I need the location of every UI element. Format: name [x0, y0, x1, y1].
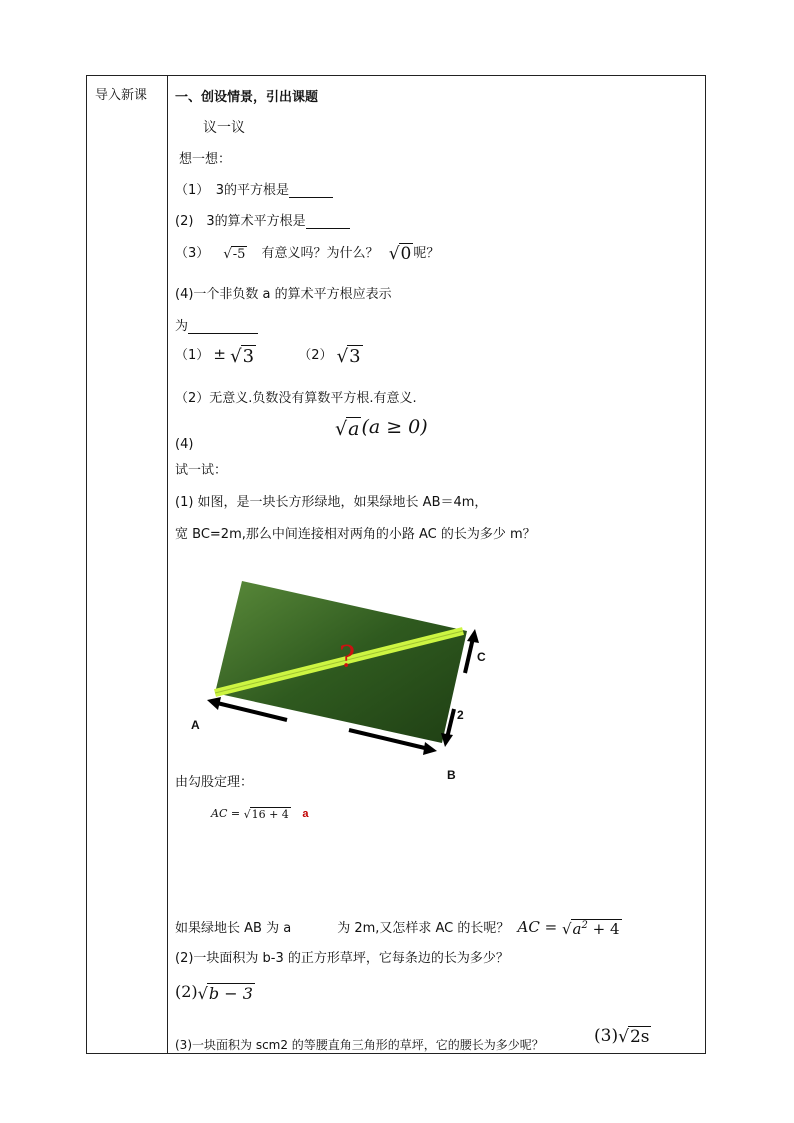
question-4-text: 为 — [175, 319, 189, 334]
answer-2b — [175, 982, 255, 1003]
sqrt-a2-plus-4: $√a^2 + 4$ — [561, 919, 620, 938]
arrow-down-head — [441, 733, 453, 747]
radicand: 16 + 4 — [251, 808, 289, 821]
answer-2-label: （2） — [298, 348, 333, 363]
radicand: 3 — [242, 345, 255, 367]
answer-2b-label: (2) — [175, 982, 198, 1001]
sqrt-0: √0 — [388, 244, 412, 264]
answer-1-label: （1） — [175, 348, 210, 363]
ac-lhs: AC = — [211, 807, 241, 820]
ac-suffix: a — [302, 808, 309, 820]
exponent: 2 — [581, 919, 588, 931]
answer-blank — [306, 228, 350, 229]
answer-blank — [188, 333, 258, 334]
sqrt-2s: √2s — [618, 1027, 650, 1047]
sqrt-20: √16 + 4 — [243, 808, 289, 821]
radicand-a: a — [572, 919, 582, 938]
condition: (a ≥ 0) — [361, 416, 428, 438]
radicand: a — [348, 417, 360, 440]
radicand-rest: + 4 — [592, 919, 620, 938]
radicand: 2s — [629, 1027, 650, 1047]
radicand: b − 3 — [208, 983, 253, 1003]
ac-formula — [211, 807, 308, 821]
point-a-label: A — [191, 718, 200, 732]
plus-minus: ± — [213, 345, 226, 363]
question-2-text: (2) 3的算术平方根是 — [175, 214, 306, 229]
question-3-end: 呢？ — [413, 246, 440, 261]
lesson-table — [86, 75, 706, 1054]
try-label: 试一试： — [175, 463, 228, 478]
sqrt-neg5: √-5 — [223, 246, 246, 262]
question-4-line-2 — [175, 315, 258, 334]
if-text-part-1: 如果绿地长 AB 为 a — [175, 921, 292, 936]
column-divider — [167, 76, 168, 1053]
question-3 — [175, 242, 439, 264]
answer-1 — [175, 344, 363, 367]
answer-4-label: (4) — [175, 437, 194, 452]
question-1-text: （1） 3的平方根是 — [175, 183, 290, 198]
sqrt-a: √a — [335, 417, 360, 440]
lawn-figure — [207, 571, 497, 781]
sqrt-3: √3 — [230, 345, 255, 367]
question-2 — [175, 210, 350, 229]
discuss-label: 议一议 — [203, 120, 245, 136]
sqrt-3: √3 — [336, 345, 361, 367]
try-1-line-2: 宽 BC=2m,那么中间连接相对两角的小路 AC 的长为多少 m？ — [175, 527, 536, 542]
arrow-up-head — [467, 629, 479, 643]
if-text-part-2: 为 2m,又怎样求 AC 的长呢？ — [337, 921, 510, 936]
try-1-line-1: (1) 如图，是一块长方形绿地，如果绿地长 AB＝4m， — [175, 495, 488, 510]
answer-3b-label: (3) — [594, 1026, 619, 1046]
question-2b: (2)一块面积为 b-3 的正方形草坪，它每条边的长为多少？ — [175, 951, 509, 966]
radicand: -5 — [232, 246, 246, 262]
question-4-line-1: (4)一个非负数 a 的算术平方根应表示 — [175, 287, 392, 302]
if-ac-formula — [518, 918, 622, 936]
section-heading: 一、创设情景，引出课题 — [175, 90, 319, 105]
point-b-label: B — [447, 768, 456, 782]
pythagoras-label: 由勾股定理： — [175, 775, 254, 790]
ac-lhs: AC = — [517, 918, 558, 936]
question-mark: ? — [339, 640, 356, 675]
side-label: 导入新课 — [95, 88, 148, 103]
question-3b-text: (3)一块面积为 scm2 的等腰直角三角形的草坪，它的腰长为多少呢？ — [175, 1038, 544, 1052]
question-1 — [175, 179, 333, 198]
point-c-label: C — [477, 650, 486, 664]
sqrt-b-3: √b − 3 — [197, 983, 253, 1003]
question-3-mid: 有意义吗？为什么？ — [261, 246, 379, 261]
answer-3b — [594, 1026, 651, 1047]
question-3-prefix: （3） — [175, 246, 210, 261]
side-length-label: 2 — [457, 708, 464, 722]
question-3b — [175, 1036, 544, 1053]
if-question — [175, 917, 622, 938]
radicand: 3 — [349, 345, 361, 367]
answer-4-formula — [335, 416, 428, 440]
think-label: 想一想： — [179, 152, 232, 167]
radicand: 0 — [400, 244, 412, 264]
arrow-left-head — [207, 697, 221, 710]
arrow-right-head — [423, 742, 437, 755]
answer-blank — [289, 197, 333, 198]
answer-line-2: （2）无意义.负数没有算数平方根.有意义. — [175, 391, 417, 406]
arrow-up-line — [465, 638, 473, 673]
